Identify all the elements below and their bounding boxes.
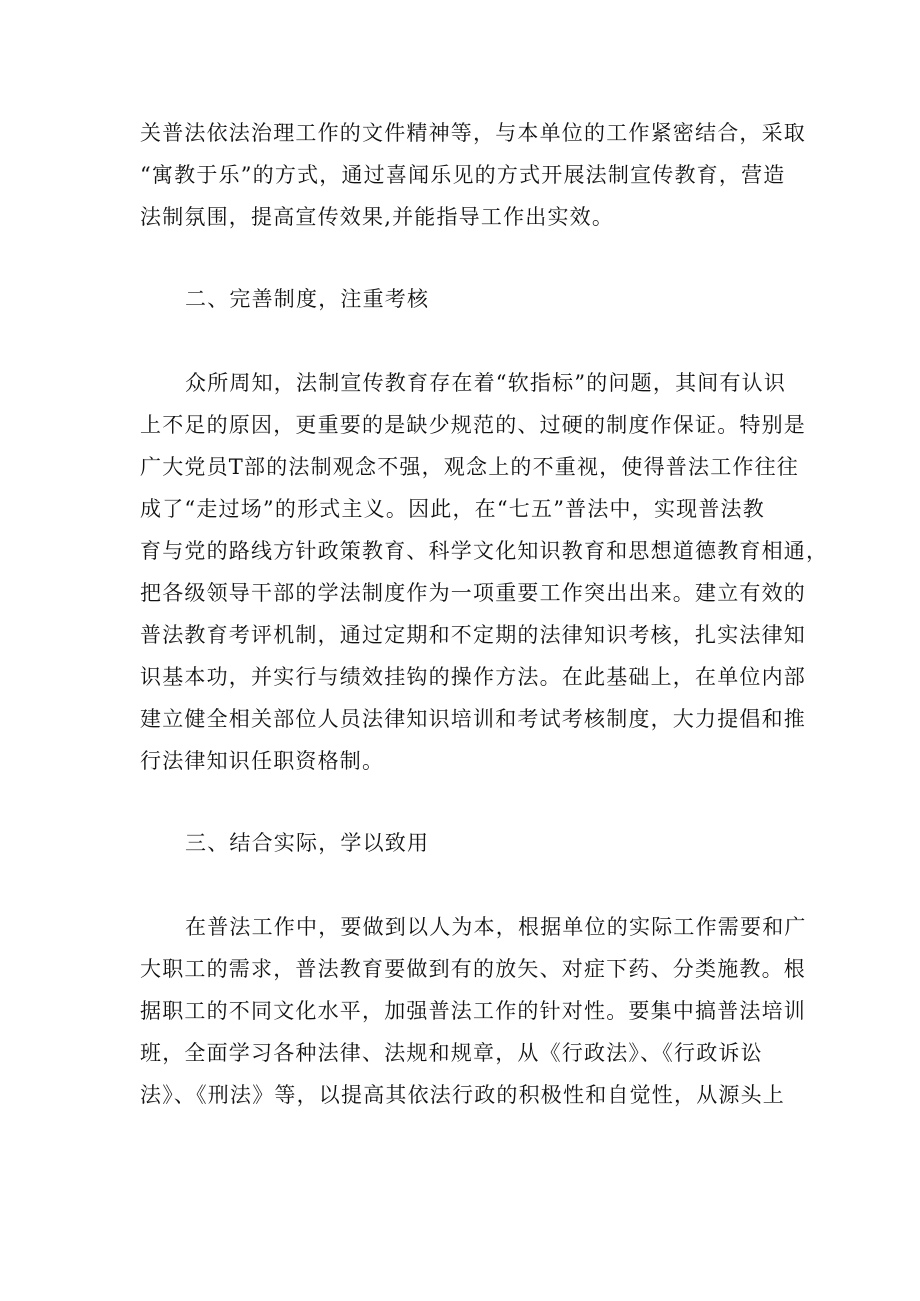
paragraph-line: 众所周知，法制宣传教育存在着“软指标”的问题，其间有认识 xyxy=(185,371,787,395)
paragraph-line: 大职工的需求，普法教育要做到有的放矢、对症下药、分类施教。根 xyxy=(140,957,806,981)
document-page xyxy=(140,112,829,1116)
section-heading-2: 二、完善制度，注重考核 xyxy=(185,287,430,311)
paragraph-line: 广大党员T部的法制观念不强，观念上的不重视，使得普法工作往往 xyxy=(140,455,800,479)
paragraph-2 xyxy=(140,362,829,782)
paragraph-line: 在普法工作中，要做到以人为本，根据单位的实际工作需要和广 xyxy=(185,915,807,939)
paragraph-line: 普法教育考评机制，通过定期和不定期的法律知识考核，扎实法律知 xyxy=(140,623,806,647)
paragraph-line: 法》、《刑法》等，以提高其依法行政的积极性和自觉性，从源头上 xyxy=(140,1083,785,1107)
paragraph-line: “寓教于乐”的方式，通过喜闻乐见的方式开展法制宣传教育，营造 xyxy=(140,163,786,187)
paragraph-line: 把各级领导干部的学法制度作为一项重要工作突出出来。建立有效的 xyxy=(140,581,806,605)
paragraph-line: 关普法依法治理工作的文件精神等，与本单位的工作紧密结合，采取 xyxy=(140,121,806,145)
paragraph-1 xyxy=(140,112,806,238)
paragraph-line: 据职工的不同文化水平，加强普法工作的针对性。要集中搞普法培训 xyxy=(140,999,806,1023)
paragraph-line: 行法律知识任职资格制。 xyxy=(140,749,385,773)
paragraph-line: 班，全面学习各种法律、法规和规章，从《行政法》、《行政诉讼 xyxy=(140,1041,763,1065)
paragraph-line: 法制氛围，提高宣传效果,并能指导工作出实效。 xyxy=(140,205,615,229)
paragraph-line: 育与党的路线方针政策教育、科学文化知识教育和思想道德教育相通， xyxy=(140,539,829,563)
paragraph-line: 成了“走过场”的形式主义。因此，在“七五”普法中，实现普法教 xyxy=(140,497,765,521)
paragraph-line: 识基本功，并实行与绩效挂钩的操作方法。在此基础上，在单位内部 xyxy=(140,665,806,689)
paragraph-3 xyxy=(140,906,807,1116)
paragraph-line: 上不足的原因，更重要的是缺少规范的、过硬的制度作保证。特别是 xyxy=(140,413,806,437)
paragraph-line: 建立健全相关部位人员法律知识培训和考试考核制度，大力提倡和推 xyxy=(140,707,806,731)
section-heading-3: 三、结合实际，学以致用 xyxy=(185,831,430,855)
